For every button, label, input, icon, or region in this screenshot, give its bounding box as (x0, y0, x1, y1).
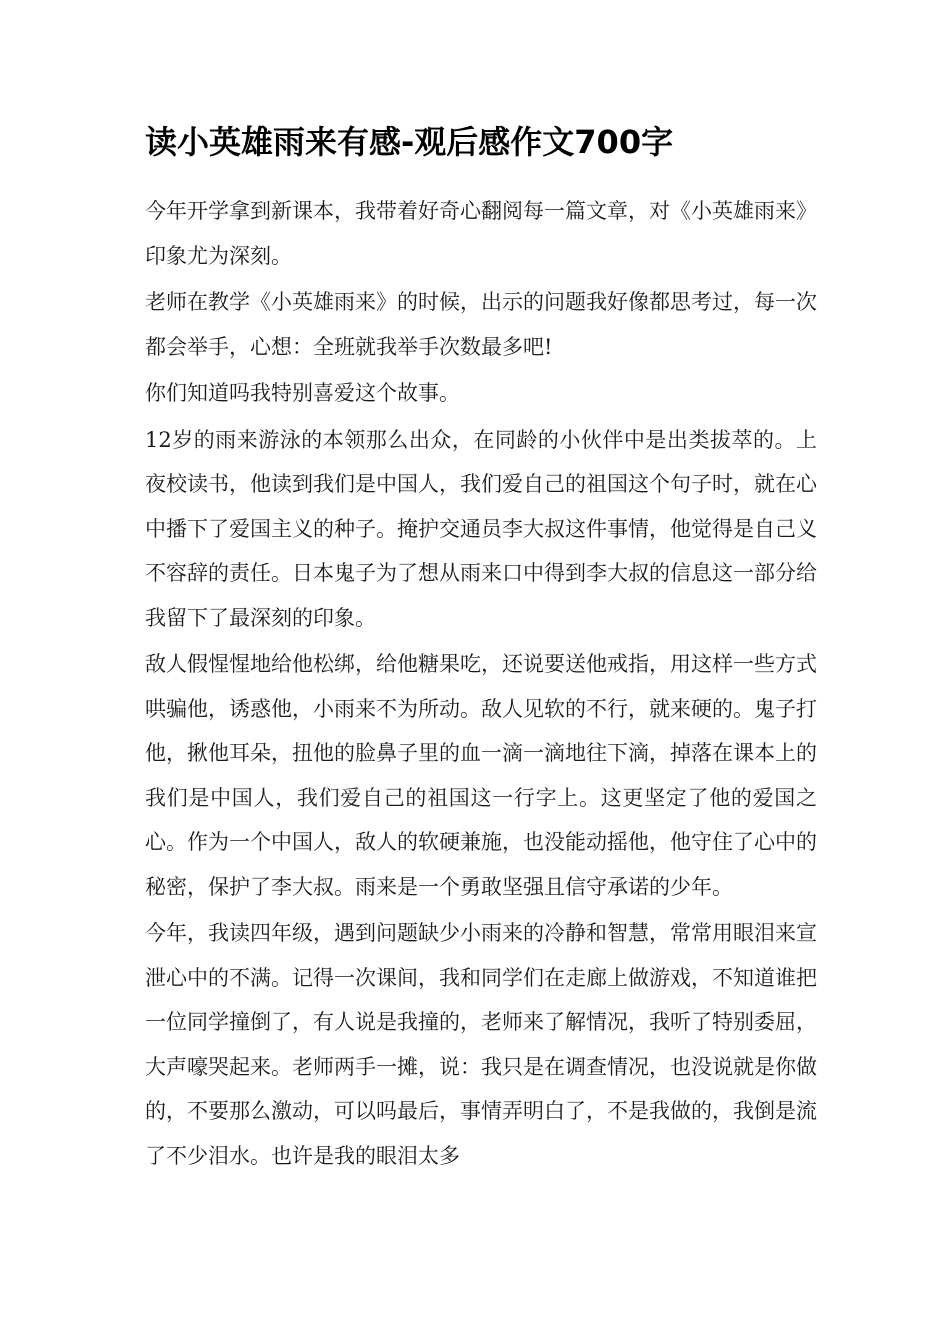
paragraph: 老师在教学《小英雄雨来》的时候，出示的问题我好像都思考过，每一次都会举手，心想：全班就我举手次数最多吧! (145, 290, 817, 359)
document-title: 读小英雄雨来有感-观后感作文700字 (145, 123, 674, 161)
paragraph: 你们知道吗我特别喜爱这个故事。 (145, 381, 460, 405)
paragraph: 12岁的雨来游泳的本领那么出众，在同龄的小伙伴中是出类拔萃的。上夜校读书，他读到我们是中国人，我们爱自己的祖国这个句子时，就在心中播下了爱国主义的种子。掩护交通员李大叔这件事情，他觉得是自己义不容辞的责任。日本鬼子为了想从雨来口中得到李大叔的信息这一部分给我留下了最深刻的印象。 (145, 427, 817, 630)
paragraph: 今年开学拿到新课本，我带着好奇心翻阅每一篇文章，对《小英雄雨来》印象尤为深刻。 (145, 199, 817, 268)
paragraph: 敌人假惺惺地给他松绑，给他糖果吃，还说要送他戒指，用这样一些方式哄骗他，诱惑他，小雨来不为所动。敌人见软的不行，就来硬的。鬼子打他，揪他耳朵，扭他的脸鼻子里的血一滴一滴地往下滴，掉落在课本上的我们是中国人，我们爱自己的祖国这一行字上。这更坚定了他的爱国之心。作为一个中国人，敌人的软硬兼施，也没能动摇他，他守住了心中的秘密，保护了李大叔。雨来是一个勇敢坚强且信守承诺的少年。 (145, 652, 817, 899)
document-body (145, 189, 817, 1180)
paragraph: 今年，我读四年级，遇到问题缺少小雨来的冷静和智慧，常常用眼泪来宣泄心中的不满。记得一次课间，我和同学们在走廊上做游戏，不知道谁把一位同学撞倒了，有人说是我撞的，老师来了解情况，我听了特别委屈，大声嚎哭起来。老师两手一摊，说：我只是在调查情况，也没说就是你做的，不要那么激动，可以吗最后，事情弄明白了，不是我做的，我倒是流了不少泪水。也许是我的眼泪太多 (145, 921, 817, 1168)
